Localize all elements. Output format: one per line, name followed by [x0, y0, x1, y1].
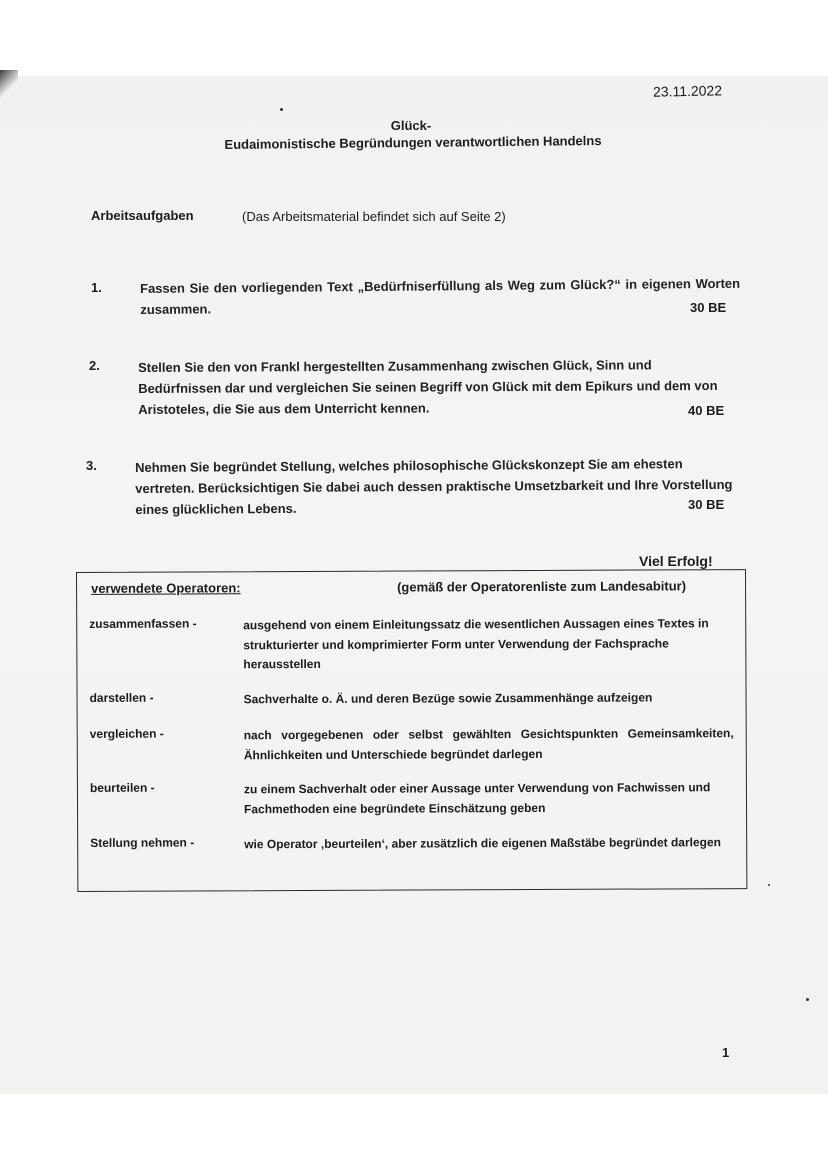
task-text: Nehmen Sie begründet Stellung, welches philosophische Glückskonzept Sie am ehesten vertreten. Berücksichtigen Sie dabei auch dessen praktische Umsetzbarkeit und Ihre Vorstellung eines glücklichen Lebens. [135, 456, 733, 517]
page-number: 1 [722, 1045, 730, 1060]
paper-speck [280, 108, 283, 111]
operator-term: beurteilen - [89, 780, 155, 795]
task-score: 30 BE [690, 300, 727, 315]
task-number: 1. [91, 280, 102, 295]
operator-term: zusammenfassen - [89, 616, 197, 631]
operator-term: vergleichen - [89, 726, 164, 741]
task-number: 3. [86, 458, 97, 473]
operators-heading-note: (gemäß der Operatorenliste zum Landesabitur) [397, 578, 687, 595]
operator-term: darstellen - [89, 690, 154, 705]
paper-speck [768, 884, 770, 886]
task-text: Fassen Sie den vorliegenden Text „Bedürfniserfüllung als Weg zum Glück?“ in eigenen Worten zusammen. [140, 275, 741, 317]
operators-box [76, 569, 747, 892]
document-date: 23.11.2022 [652, 82, 723, 100]
task-score: 40 BE [688, 403, 725, 418]
closing-note: Viel Erfolg! [639, 553, 713, 569]
operator-definition: Sachverhalte o. Ä. und deren Bezüge sowie Zusammenhänge aufzeigen [243, 690, 653, 707]
document-title: Glück- [390, 118, 432, 133]
operator-definition: ausgehend von einem Einleitungssatz die wesentlichen Aussagen eines Textes in strukturierter und komprimierter Form unter Verwendung der Fachsprache herausstellen [243, 616, 709, 672]
task-score: 30 BE [688, 497, 725, 512]
section-note: (Das Arbeitsmaterial befindet sich auf Seite 2) [242, 209, 506, 224]
operator-term: Stellung nehmen - [90, 835, 195, 850]
task-text: Stellen Sie den von Frankl hergestellten Zusammenhang zwischen Glück, Sinn und Bedürfnissen dar und vergleichen Sie seinen Begriff von Glück mit dem Epikurs und dem von Aristoteles, die Sie aus dem Unterricht kennen. [138, 357, 718, 417]
section-label: Arbeitsaufgaben [91, 208, 194, 223]
task-number: 2. [89, 358, 100, 373]
operator-definition: nach vorgegebenen oder selbst gewählten Gesichtspunkten Gemeinsamkeiten, Ähnlichkeiten und Unterschiede begründet darlegen [243, 726, 734, 762]
paper-speck [806, 998, 809, 1001]
document-subtitle: Eudaimonistische Begründungen verantwortlichen Handelns [224, 133, 602, 152]
operator-definition: zu einem Sachverhalt oder einer Aussage unter Verwendung von Fachwissen und Fachmethoden eine begründete Einschätzung geben [243, 780, 711, 816]
operator-definition: wie Operator ‚beurteilen‘, aber zusätzlich die eigenen Maßstäbe begründet darlegen [244, 835, 721, 852]
operators-heading: verwendete Operatoren: [91, 580, 241, 596]
page-corner-shadow [0, 70, 18, 100]
